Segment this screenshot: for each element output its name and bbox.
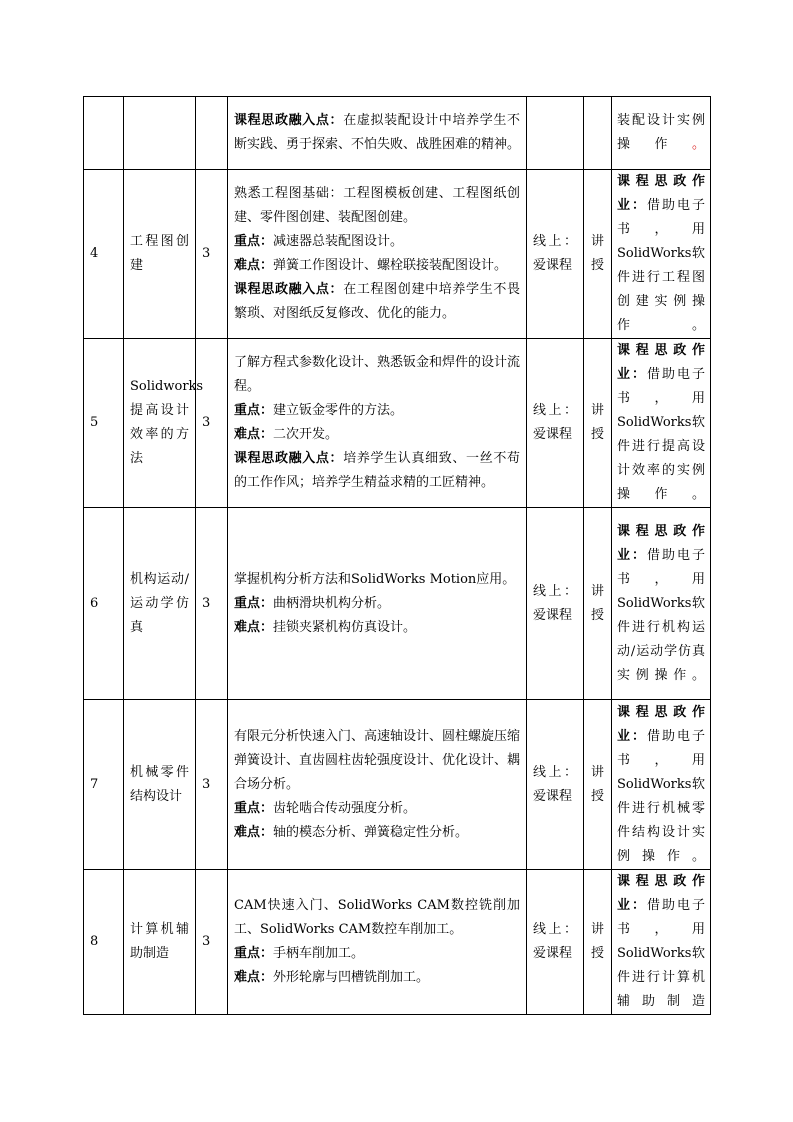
teaching-method-cell: 讲授 (584, 700, 612, 870)
teaching-content-cell (228, 339, 527, 508)
content-text: 培养学生认真细致、一丝不苟的工作作风；培养学生精益求精的工匠精神。 (234, 451, 520, 490)
content-label: 重点： (234, 595, 274, 611)
content-label: 难点： (234, 258, 274, 273)
content-paragraph (234, 616, 520, 640)
chapter-title-cell: Solidworks提高设计效率的方法 (124, 339, 196, 508)
table-row (84, 870, 711, 1015)
content-text: CAM快速入门、SolidWorks CAM数控铣削加工、SolidWorks CAM数控车削加工。 (234, 898, 520, 937)
teaching-mode-cell: 线上：爱课程 (527, 508, 584, 700)
content-paragraph (234, 254, 520, 278)
content-paragraph (234, 568, 520, 592)
content-paragraph (234, 351, 520, 399)
content-paragraph (234, 894, 520, 942)
teaching-method-cell (584, 97, 612, 170)
ideology-assignment-cell (612, 870, 711, 1015)
content-label: 重点： (234, 800, 274, 816)
content-text: 在工程图创建中培养学生不畏繁琐、对图纸反复修改、优化的能力。 (234, 282, 520, 321)
course-schedule-table (83, 96, 711, 1015)
assignment-text: 借助电子书，用SolidWorks软件进行工程图创建实例操作。 (617, 198, 705, 333)
content-text: 外形轮廓与凹槽铣削加工。 (273, 970, 430, 985)
hours-cell (196, 97, 228, 170)
teaching-content-cell (228, 97, 527, 170)
table-row (84, 508, 711, 700)
content-label: 重点： (234, 234, 274, 249)
assignment-text: 借助电子书，用SolidWorks软件进行机构运动/运动学仿真实例操作。 (617, 547, 705, 683)
content-text: 建立钣金零件的方法。 (273, 403, 404, 418)
assignment-label: 课程思政作业： (617, 343, 705, 382)
row-number-cell: 6 (84, 508, 124, 700)
content-paragraph (234, 109, 520, 157)
hours-cell: 3 (196, 700, 228, 870)
content-text: 了解方程式参数化设计、熟悉钣金和焊件的设计流程。 (234, 355, 521, 394)
chapter-title-cell: 机构运动/运动学仿真 (124, 508, 196, 700)
content-paragraph (234, 821, 520, 845)
content-paragraph (234, 966, 520, 990)
teaching-method-cell: 讲授 (584, 339, 612, 508)
content-text: 在虚拟装配设计中培养学生不断实践、勇于探索、不怕失败、战胜困难的精神。 (234, 113, 521, 152)
assignment-label: 课程思政作业： (617, 523, 705, 563)
chapter-title-cell: 机械零件结构设计 (124, 700, 196, 870)
content-label: 难点： (234, 970, 274, 985)
content-label: 课程思政融入点： (234, 113, 344, 128)
ideology-assignment-cell (612, 170, 711, 339)
content-label: 难点： (234, 427, 274, 442)
content-text: 掌握机构分析方法和SolidWorks Motion应用。 (234, 571, 516, 587)
content-paragraph (234, 592, 520, 616)
content-label: 课程思政融入点： (234, 282, 344, 297)
teaching-mode-cell (527, 97, 584, 170)
row-number-cell: 8 (84, 870, 124, 1015)
content-paragraph (234, 942, 520, 966)
hours-cell: 3 (196, 870, 228, 1015)
teaching-mode-cell: 线上：爱课程 (527, 339, 584, 508)
teaching-content-cell (228, 170, 527, 339)
table-row (84, 700, 711, 870)
content-text: 曲柄滑块机构分析。 (273, 595, 391, 611)
hours-cell: 3 (196, 508, 228, 700)
content-text: 齿轮啮合传动强度分析。 (273, 800, 417, 816)
row-number-cell: 5 (84, 339, 124, 508)
teaching-mode-cell: 线上：爱课程 (527, 170, 584, 339)
row-number-cell: 7 (84, 700, 124, 870)
content-paragraph (234, 399, 520, 423)
content-text: 挂锁夹紧机构仿真设计。 (273, 619, 417, 635)
chapter-title-cell (124, 97, 196, 170)
content-paragraph (234, 182, 520, 230)
content-paragraph (234, 423, 520, 447)
ideology-assignment-cell (612, 700, 711, 870)
hours-cell: 3 (196, 339, 228, 508)
assignment-text: 借助电子书，用SolidWorks软件进行计算机辅助制造 (617, 898, 705, 1009)
content-label: 难点： (234, 824, 274, 840)
ideology-assignment-cell (612, 339, 711, 508)
chapter-title-cell: 工程图创建 (124, 170, 196, 339)
content-text: 轴的模态分析、弹簧稳定性分析。 (273, 824, 469, 840)
content-text: 手柄车削加工。 (273, 946, 365, 961)
assignment-label: 课程思政作业： (617, 704, 705, 744)
teaching-method-cell: 讲授 (584, 508, 612, 700)
hours-cell: 3 (196, 170, 228, 339)
assignment-text: 借助电子书，用SolidWorks软件进行机械零件结构设计实例操作。 (617, 728, 705, 864)
table-row (84, 97, 711, 170)
teaching-method-cell: 讲授 (584, 870, 612, 1015)
ideology-assignment-cell (612, 508, 711, 700)
content-label: 课程思政融入点： (234, 451, 344, 466)
assignment-label: 课程思政作业： (617, 874, 705, 913)
content-paragraph (234, 797, 520, 821)
content-text: 二次开发。 (273, 427, 339, 442)
content-label: 难点： (234, 619, 274, 635)
table-row (84, 170, 711, 339)
table-row (84, 339, 711, 508)
teaching-method-cell: 讲授 (584, 170, 612, 339)
content-paragraph (234, 447, 520, 495)
content-text: 减速器总装配图设计。 (273, 234, 404, 249)
content-paragraph (234, 725, 520, 797)
content-text: 弹簧工作图设计、螺栓联接装配图设计。 (273, 258, 508, 273)
ideology-assignment-cell (612, 97, 711, 170)
assignment-text: 装配设计实例操作 (617, 113, 705, 152)
content-text: 熟悉工程图基础：工程图模板创建、工程图纸创建、零件图创建、装配图创建。 (234, 186, 520, 225)
row-number-cell (84, 97, 124, 170)
chapter-title-cell: 计算机辅助制造 (124, 870, 196, 1015)
row-number-cell: 4 (84, 170, 124, 339)
content-label: 重点： (234, 946, 274, 961)
teaching-content-cell (228, 700, 527, 870)
assignment-end-mark: 。 (691, 137, 705, 152)
content-label: 重点： (234, 403, 274, 418)
teaching-mode-cell: 线上：爱课程 (527, 870, 584, 1015)
teaching-content-cell (228, 508, 527, 700)
teaching-mode-cell: 线上：爱课程 (527, 700, 584, 870)
assignment-label: 课程思政作业： (617, 174, 705, 213)
assignment-text: 借助电子书，用SolidWorks软件进行提高设计效率的实例操作。 (617, 367, 705, 502)
teaching-content-cell (228, 870, 527, 1015)
content-text: 有限元分析快速入门、高速轴设计、圆柱螺旋压缩弹簧设计、直齿圆柱齿轮强度设计、优化设计、耦合场分析。 (234, 728, 521, 792)
content-paragraph (234, 278, 520, 326)
content-paragraph (234, 230, 520, 254)
